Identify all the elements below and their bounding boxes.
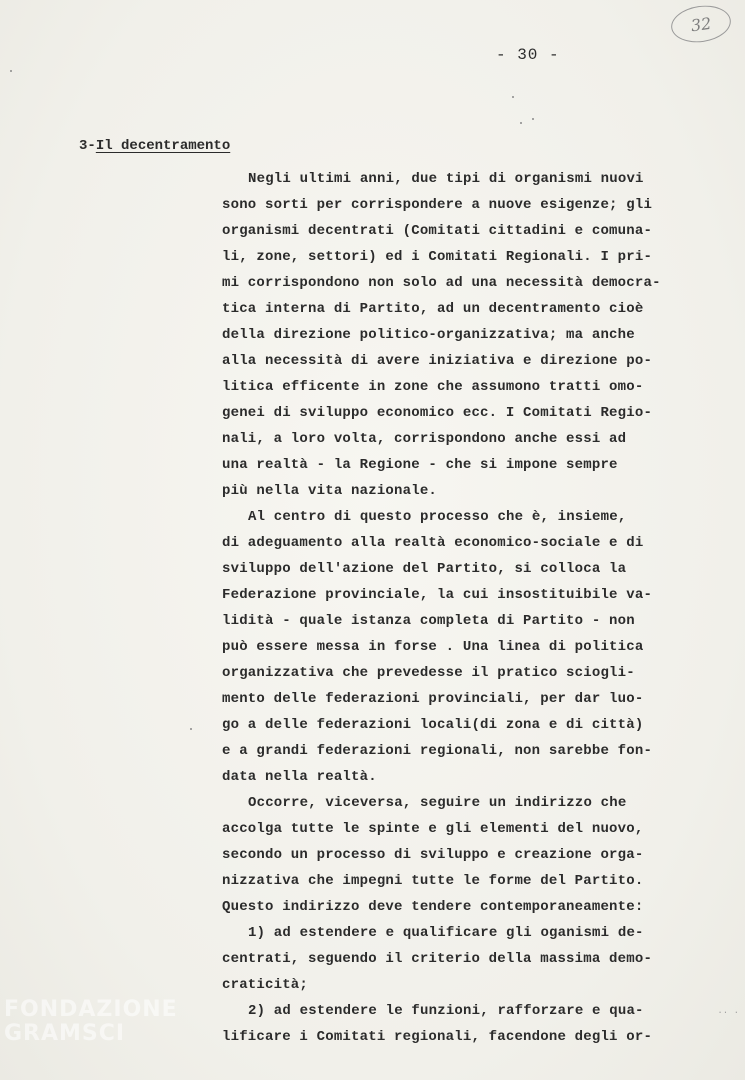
text-line: di adeguamento alla realtà economico-sociale e di (222, 535, 644, 551)
text-line: mento delle federazioni provinciali, per dar luo- (222, 691, 644, 707)
text-line: genei di sviluppo economico ecc. I Comitati Regio- (222, 405, 653, 421)
text-line: accolga tutte le spinte e gli elementi del nuovo, (222, 821, 644, 837)
text-line: secondo un processo di sviluppo e creazione orga- (222, 847, 644, 863)
archive-stamp-number: 32 (689, 13, 713, 35)
text-line: organismi decentrati (Comitati cittadini e comuna- (222, 223, 653, 239)
text-line: Occorre, viceversa, seguire un indirizzo che (248, 795, 627, 811)
text-line: più nella vita nazionale. (222, 483, 438, 499)
text-line: e a grandi federazioni regionali, non sarebbe fon- (222, 743, 653, 759)
watermark-line-1: FONDAZIONE (4, 997, 178, 1022)
text-line: nizzativa che impegni tutte le forme del Partito. (222, 873, 644, 889)
text-line: una realtà - la Regione - che si impone sempre (222, 457, 618, 473)
section-title (79, 138, 230, 154)
watermark-line-2: GRAMSCI (4, 1021, 126, 1046)
text-line: go a delle federazioni locali(di zona e di città) (222, 717, 644, 733)
scan-speck (512, 96, 514, 98)
text-line: 2) ad estendere le funzioni, rafforzare e qua- (248, 1003, 644, 1019)
page-number: - 30 - (496, 46, 560, 64)
margin-mark: ·· · (717, 1008, 739, 1018)
text-line: Al centro di questo processo che è, insieme, (248, 509, 627, 525)
text-line: della direzione politico-organizzativa; ma anche (222, 327, 635, 343)
body-text (222, 166, 682, 1050)
scan-speck (532, 118, 534, 120)
text-line: litica efficente in zone che assumono tratti omo- (222, 379, 644, 395)
scan-speck (520, 122, 522, 124)
text-line: mi corrispondono non solo ad una necessità democra- (222, 275, 661, 291)
archive-stamp (669, 2, 733, 46)
text-line: Negli ultimi anni, due tipi di organismi nuovi (248, 171, 644, 187)
scan-speck (190, 728, 192, 730)
text-line: centrati, seguendo il criterio della massima demo- (222, 951, 653, 967)
text-line: lificare i Comitati regionali, facendone degli or- (222, 1029, 653, 1045)
text-line: data nella realtà. (222, 769, 377, 785)
section-number: 3- (79, 138, 96, 154)
text-line: alla necessità di avere iniziativa e direzione po- (222, 353, 653, 369)
section-title-text: Il decentramento (95, 138, 231, 154)
text-line: sono sorti per corrispondere a nuove esigenze; gli (222, 197, 653, 213)
text-line: può essere messa in forse . Una linea di politica (222, 639, 644, 655)
text-line: li, zone, settori) ed i Comitati Regionali. I pri- (222, 249, 653, 265)
text-line: craticità; (222, 977, 309, 993)
text-line: 1) ad estendere e qualificare gli oganismi de- (248, 925, 644, 941)
fondazione-gramsci-watermark (4, 998, 178, 1046)
text-line: Federazione provinciale, la cui insostituibile va- (222, 587, 653, 603)
text-line: organizzativa che prevedesse il pratico sciogli- (222, 665, 635, 681)
scan-speck (10, 70, 12, 72)
text-line: nali, a loro volta, corrispondono anche essi ad (222, 431, 627, 447)
text-line: tica interna di Partito, ad un decentramento cioè (222, 301, 644, 317)
text-line: sviluppo dell'azione del Partito, si colloca la (222, 561, 627, 577)
text-line: lidità - quale istanza completa di Partito - non (222, 613, 635, 629)
text-line: Questo indirizzo deve tendere contemporaneamente: (222, 899, 644, 915)
